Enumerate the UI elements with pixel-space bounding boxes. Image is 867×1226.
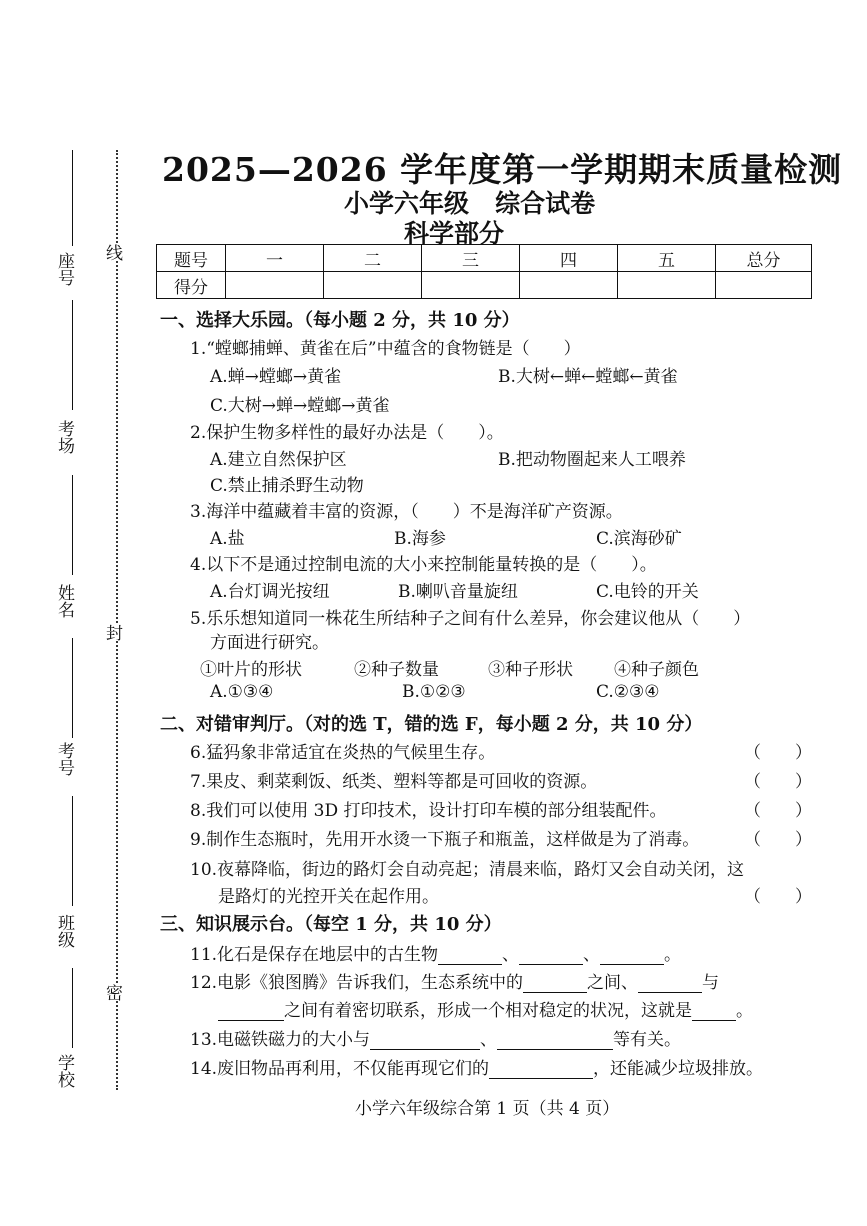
score-table <box>156 244 812 299</box>
seal-seal-char: 封 <box>100 624 125 641</box>
q12-text-b: 之间、 <box>587 973 639 993</box>
class-label: 班级 <box>54 914 74 948</box>
q12-end: 。 <box>736 1001 753 1021</box>
question-1: 1.“螳螂捕蝉、黄雀在后”中蕴含的食物链是（ ） <box>190 339 581 359</box>
question-3: 3.海洋中蕴藏着丰富的资源，（ ）不是海洋矿产资源。 <box>190 502 623 522</box>
q13-text: 13.电磁铁磁力的大小与 <box>190 1030 371 1050</box>
seat-number-label: 座号 <box>54 252 74 286</box>
q13-blank-2[interactable] <box>497 1031 613 1050</box>
q5-item-3: ③种子形状 <box>488 660 573 680</box>
score-cell-3: 三 <box>422 245 520 272</box>
score-row-label: 得分 <box>157 272 226 299</box>
score-cell-1: 一 <box>226 245 324 272</box>
exam-part: 科学部分 <box>404 219 505 248</box>
score-cell-total: 总分 <box>716 245 812 272</box>
question-11 <box>190 940 681 965</box>
score-input-2[interactable] <box>324 272 422 299</box>
section-2-title: 二、对错审判厅。（对的选 T，错的选 F，每小题 2 分，共 10 分） <box>160 714 703 735</box>
exam-number-line <box>72 796 73 906</box>
question-14 <box>190 1054 763 1079</box>
binding-dotted-line <box>116 150 118 1090</box>
q13-separator: 、 <box>480 1030 498 1050</box>
q11-text: 11.化石是保存在地层中的古生物 <box>190 945 439 965</box>
q6-answer-box[interactable]: （ ） <box>744 743 812 763</box>
q8-answer-box[interactable]: （ ） <box>744 801 812 821</box>
score-input-4[interactable] <box>520 272 618 299</box>
q2-option-a: A.建立自然保护区 <box>210 450 347 470</box>
score-input-1[interactable] <box>226 272 324 299</box>
question-9: 9.制作生态瓶时，先用开水烫一下瓶子和瓶盖，这样做是为了消毒。 <box>190 830 700 850</box>
question-7: 7.果皮、剩菜剩饭、纸类、塑料等都是可回收的资源。 <box>190 772 598 792</box>
exam-number-label: 考号 <box>54 742 74 776</box>
q13-text-b: 等有关。 <box>613 1030 682 1050</box>
q14-text: 14.废旧物品再利用，不仅能再现它们的 <box>190 1059 490 1079</box>
q4-option-a: A.台灯调光按纽 <box>210 582 330 602</box>
q11-blank-2[interactable] <box>519 946 583 965</box>
q3-option-a: A.盐 <box>210 529 245 549</box>
q14-blank[interactable] <box>489 1060 593 1079</box>
q9-answer-box[interactable]: （ ） <box>744 830 812 850</box>
seat-number-line-2 <box>72 300 73 410</box>
score-input-total[interactable] <box>716 272 812 299</box>
q5-item-4: ④种子颜色 <box>614 660 699 680</box>
seal-secret-char: 密 <box>100 984 125 1001</box>
q11-blank-3[interactable] <box>600 946 664 965</box>
seat-number-line <box>72 150 73 246</box>
question-12 <box>190 968 719 993</box>
school-label: 学校 <box>54 1054 74 1088</box>
q3-option-b: B.海参 <box>394 529 446 549</box>
q11-separator-1: 、 <box>502 945 520 965</box>
q1-option-a: A.蝉→螳螂→黄雀 <box>210 367 342 387</box>
q1-option-c: C.大树→蝉→螳螂→黄雀 <box>210 396 390 416</box>
q7-answer-box[interactable]: （ ） <box>744 772 812 792</box>
q3-option-c: C.滨海砂矿 <box>596 529 682 549</box>
q5-option-b: B.①②③ <box>402 682 466 702</box>
question-5-continued: 方面进行研究。 <box>210 633 329 653</box>
question-2: 2.保护生物多样性的最好办法是（ ）。 <box>190 423 504 443</box>
q11-blank-1[interactable] <box>438 946 502 965</box>
question-5: 5.乐乐想知道同一株花生所结种子之间有什么差异，你会建议他从（ ） <box>190 609 751 629</box>
score-cell-label: 题号 <box>157 245 226 272</box>
q12-text-a: 12.电影《狼图腾》告诉我们，生态系统中的 <box>190 973 524 993</box>
q12-text-c: 与 <box>702 973 720 993</box>
score-cell-4: 四 <box>520 245 618 272</box>
q5-option-a: A.①③④ <box>210 682 274 702</box>
class-line <box>72 968 73 1048</box>
q11-separator-2: 、 <box>583 945 601 965</box>
score-cell-5: 五 <box>618 245 716 272</box>
q12-text-d: 之间有着密切联系，形成一个相对稳定的状况，这就是 <box>284 1001 692 1021</box>
exam-subtitle: 小学六年级 综合试卷 <box>344 189 596 218</box>
q5-item-2: ②种子数量 <box>354 660 439 680</box>
exam-room-line <box>72 475 73 575</box>
question-8: 8.我们可以使用 3D 打印技术，设计打印车模的部分组装配件。 <box>190 801 667 821</box>
question-12-continued <box>218 996 753 1021</box>
score-input-5[interactable] <box>618 272 716 299</box>
question-10-continued: 是路灯的光控开关在起作用。 <box>218 887 439 907</box>
section-3-title: 三、知识展示台。（每空 1 分，共 10 分） <box>160 914 502 935</box>
q12-blank-2[interactable] <box>638 974 702 993</box>
question-4: 4.以下不是通过控制电流的大小来控制能量转换的是（ ）。 <box>190 555 657 575</box>
exam-room-label: 考场 <box>54 420 74 454</box>
q5-option-c: C.②③④ <box>596 682 660 702</box>
q2-option-b: B.把动物圈起来人工喂养 <box>498 450 686 470</box>
q12-blank-1[interactable] <box>523 974 587 993</box>
q12-blank-4[interactable] <box>692 1002 736 1021</box>
page-footer: 小学六年级综合第 1 页（共 4 页） <box>355 1099 620 1119</box>
q2-option-c: C.禁止捕杀野生动物 <box>210 476 364 496</box>
question-6: 6.猛犸象非常适宜在炎热的气候里生存。 <box>190 743 496 763</box>
q1-option-b: B.大树←蝉←螳螂←黄雀 <box>498 367 678 387</box>
name-line <box>72 638 73 738</box>
exam-title: 2025—2026 学年度第一学期期末质量检测 <box>162 150 843 189</box>
section-1-title: 一、选择大乐园。（每小题 2 分，共 10 分） <box>160 310 520 331</box>
score-table-score-row <box>157 272 812 299</box>
q14-text-b: ，还能减少垃圾排放。 <box>593 1059 764 1079</box>
q4-option-b: B.喇叭音量旋纽 <box>398 582 518 602</box>
q5-item-1: ①叶片的形状 <box>200 660 302 680</box>
q11-end: 。 <box>664 945 682 965</box>
q10-answer-box[interactable]: （ ） <box>744 887 812 907</box>
q12-blank-3[interactable] <box>218 1002 284 1021</box>
name-label: 姓名 <box>54 584 74 618</box>
q13-blank-1[interactable] <box>370 1031 480 1050</box>
q4-option-c: C.电铃的开关 <box>596 582 699 602</box>
seal-line-char: 线 <box>100 244 125 261</box>
score-table-header-row <box>157 245 812 272</box>
score-input-3[interactable] <box>422 272 520 299</box>
score-cell-2: 二 <box>324 245 422 272</box>
question-10: 10.夜幕降临，街边的路灯会自动亮起；清晨来临，路灯又会自动关闭，这 <box>190 860 745 880</box>
question-13 <box>190 1025 681 1050</box>
